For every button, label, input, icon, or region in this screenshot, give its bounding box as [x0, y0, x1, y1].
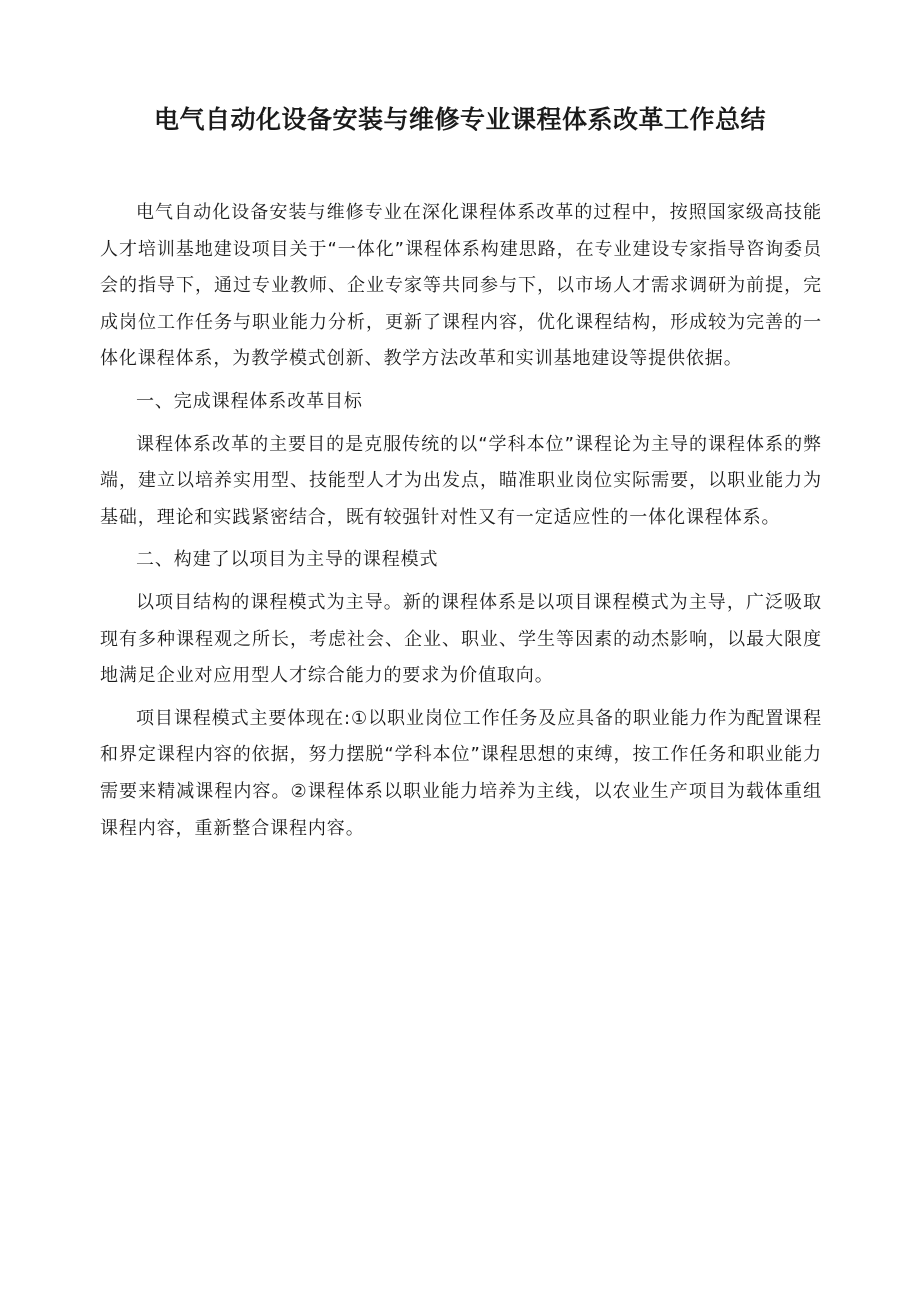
- paragraph-intro: 电气自动化设备安装与维修专业在深化课程体系改革的过程中，按照国家级高技能人才培训基地建设项目关于“一体化”课程体系构建思路，在专业建设专家指导咨询委员会的指导下，通过专业教师、企业专家等共同参与下，以市场人才需求调研为前提，完成岗位工作任务与职业能力分析，更新了课程内容，优化课程结构，形成较为完善的一体化课程体系，为教学模式创新、教学方法改革和实训基地建设等提供依据。: [100, 202, 822, 370]
- paragraph-section-2a: 以项目结构的课程模式为主导。新的课程体系是以项目课程模式为主导，广泛吸取现有多种课程观之所长，考虑社会、企业、职业、学生等因素的动杰影响，以最大限度地满足企业对应用型人才综合能力的要求为价值取向。: [100, 591, 822, 687]
- paragraph-section-1: 课程体系改革的主要目的是克服传统的以“学科本位”课程论为主导的课程体系的弊端，建立以培养实用型、技能型人才为出发点，瞄准职业岗位实际需要，以职业能力为基础，理论和实践紧密结合，既有较强针对性又有一定适应性的一体化课程体系。: [100, 433, 822, 528]
- document-body: [100, 195, 822, 853]
- paragraph-section-2b: 项目课程模式主要体现在:①以职业岗位工作任务及应具备的职业能力作为配置课程和界定课程内容的依据，努力摆脱“学科本位”课程思想的束缚，按工作任务和职业能力需要来精减课程内容。②课程体系以职业能力培养为主线，以农业生产项目为载体重组课程内容，重新整合课程内容。: [100, 707, 822, 839]
- document-title: 电气自动化设备安装与维修专业课程体系改革工作总结: [153, 105, 766, 134]
- section-heading-2: 二、构建了以项目为主导的课程模式: [136, 549, 439, 571]
- section-heading-1: 一、完成课程体系改革目标: [136, 390, 363, 412]
